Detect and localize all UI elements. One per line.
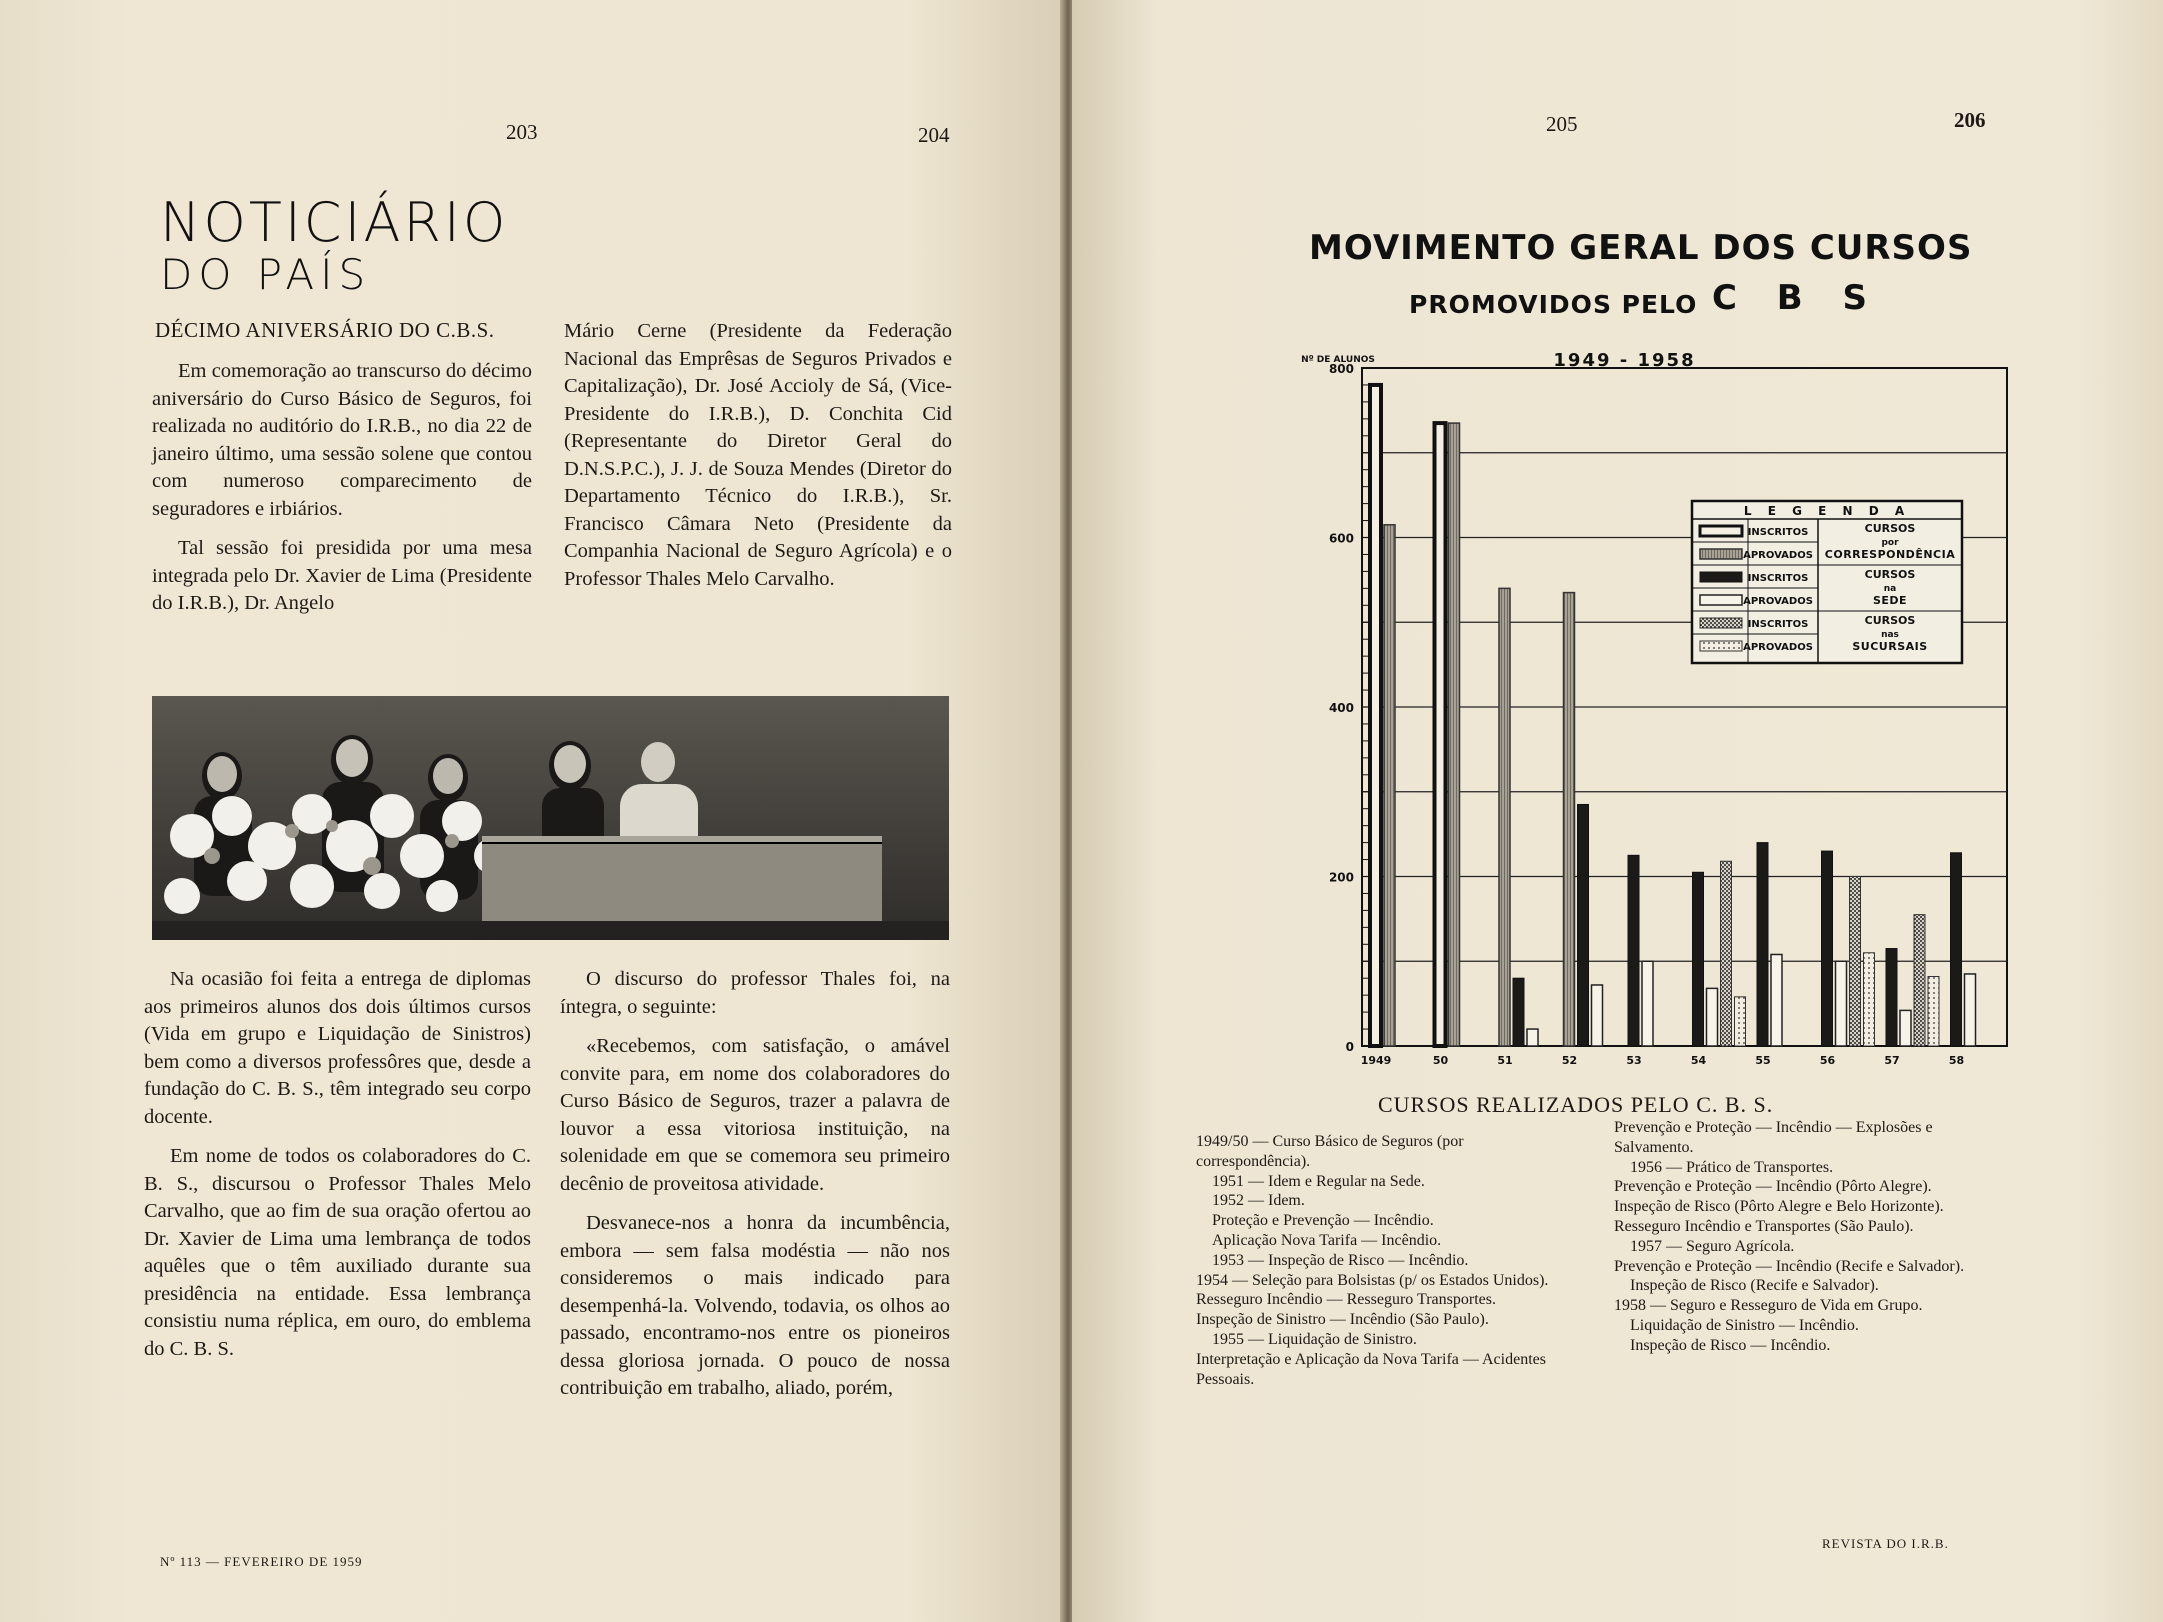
course-entry: Inspeção de Risco — Incêndio. bbox=[1630, 1336, 1831, 1354]
course-entry: 1953 — Inspeção de Risco — Incêndio. bbox=[1212, 1251, 1469, 1269]
chart-title-line-1: MOVIMENTO GERAL DOS CURSOS bbox=[1309, 228, 1973, 268]
course-entry: Inspeção de Sinistro — Incêndio (São Paulo). bbox=[1196, 1311, 1489, 1329]
course-entry: Resseguro Incêndio — Resseguro Transportes. bbox=[1196, 1291, 1496, 1309]
chart-subtitle: 1949 - 1958 bbox=[1553, 350, 1696, 371]
course-entry: 1954 — Seleção para Bolsistas (p/ os Estados Unidos). bbox=[1196, 1271, 1549, 1289]
y-tick-label: 200 bbox=[1328, 870, 1354, 885]
course-entry: 1951 — Idem e Regular na Sede. bbox=[1212, 1172, 1425, 1190]
legend-row-label: INSCRITOS bbox=[1747, 527, 1809, 538]
course-entry: Prevenção e Proteção — Incêndio (Recife e Salvador). bbox=[1614, 1257, 1965, 1275]
column-1-bottom bbox=[144, 966, 531, 1375]
bar-grey bbox=[1384, 525, 1395, 1046]
bar-black bbox=[1822, 851, 1833, 1046]
page-footer-right: REVISTA DO I.R.B. bbox=[1822, 1536, 1949, 1551]
paragraph: O discurso do professor Thales foi, na íntegra, o seguinte: bbox=[560, 968, 950, 1018]
course-entry: Prevenção e Proteção — Incêndio — Explosões e Salvamento. bbox=[1614, 1119, 1933, 1156]
heading-line-2: DO PAÍS bbox=[160, 250, 372, 299]
course-entry: Inspeção de Risco (Recife e Salvador). bbox=[1630, 1277, 1879, 1295]
bar-black bbox=[1757, 843, 1768, 1046]
legend-group-label: CURSOS bbox=[1864, 522, 1916, 535]
legend-group-label: por bbox=[1881, 538, 1899, 548]
legend-group-label: CORRESPONDÊNCIA bbox=[1824, 548, 1956, 561]
course-entry: 1952 — Idem. bbox=[1212, 1192, 1305, 1210]
legend-group-label: CURSOS bbox=[1864, 568, 1916, 581]
courses-list-left bbox=[1196, 1132, 1558, 1389]
legend-group-label: nas bbox=[1881, 630, 1899, 640]
course-entry: 1958 — Seguro e Resseguro de Vida em Grupo. bbox=[1614, 1297, 1923, 1315]
paragraph: «Recebemos, com satisfação, o amável convite para, em nome dos colaboradores do Curso Básico de Seguros, trazer a palavra de louvor a essa vitoriosa instituição, na solenidade em que se comemora seu primeiro decênio de proveitosa atividade. bbox=[560, 1035, 950, 1195]
bar-dotted-dark bbox=[1721, 861, 1732, 1046]
legend-swatch bbox=[1700, 595, 1742, 605]
x-tick-label: 56 bbox=[1819, 1054, 1836, 1066]
y-tick-label: 600 bbox=[1328, 531, 1354, 546]
paragraph: Tal sessão foi presidida por uma mesa integrada pelo Dr. Xavier de Lima (Presidente do I.R.B.), Dr. Angelo bbox=[152, 537, 532, 614]
course-entry: Aplicação Nova Tarifa — Incêndio. bbox=[1212, 1231, 1442, 1249]
legend-row-label: APROVADOS bbox=[1743, 550, 1813, 561]
legend-title: L E G E N D A bbox=[1743, 504, 1911, 518]
page-footer: Nº 113 — FEVEREIRO DE 1959 bbox=[160, 1554, 363, 1569]
course-entry: Prevenção e Proteção — Incêndio (Pôrto Alegre). bbox=[1614, 1178, 1932, 1196]
legend-swatch bbox=[1700, 526, 1742, 536]
y-tick-label: 400 bbox=[1328, 701, 1354, 715]
bar-white bbox=[1592, 985, 1603, 1046]
course-entry: 1957 — Seguro Agrícola. bbox=[1630, 1237, 1795, 1255]
legend-group-label: CURSOS bbox=[1864, 614, 1916, 627]
bar-black bbox=[1951, 853, 1962, 1046]
bar-white bbox=[1965, 974, 1976, 1046]
x-tick-label: 51 bbox=[1497, 1054, 1513, 1066]
column-1-top bbox=[152, 358, 532, 630]
paragraph: Desvanece-nos a honra da incumbência, embora — sem falsa modéstia — não nos consideremos o mais indicado para desempenhá-la. Volvendo, todavia, os olhos ao passado, encontramo-nos entre os pioneiros dessa gloriosa jornada. O pouco de nossa contribuição em trabalho, aliado, porém, bbox=[560, 1212, 950, 1399]
bar-black bbox=[1886, 949, 1897, 1046]
bar-black bbox=[1693, 872, 1704, 1046]
x-tick-label: 52 bbox=[1561, 1054, 1578, 1066]
left-page bbox=[0, 0, 1065, 1622]
bar-grey bbox=[1499, 588, 1510, 1046]
paragraph: Em nome de todos os colaboradores do C. B. S., discursou o Professor Thales Melo Carvalho, que ao fim de sua oração ofertou ao Dr. Xavier de Lima uma lembrança de todos aquêles que o têm auxiliado durante sua presidência na entidade. Essa lembrança consistiu numa réplica, em ouro, do emblema do C. B. S. bbox=[144, 1145, 531, 1360]
course-entry: Interpretação e Aplicação da Nova Tarifa — Acidentes Pessoais. bbox=[1196, 1350, 1546, 1388]
page-number-206: 206 bbox=[1954, 108, 1986, 132]
x-tick-label: 53 bbox=[1626, 1054, 1642, 1066]
x-tick-label: 1949 bbox=[1360, 1054, 1392, 1066]
bar-white bbox=[1836, 961, 1847, 1046]
bar-white bbox=[1707, 988, 1718, 1046]
right-page bbox=[1072, 0, 2163, 1622]
page-number-204: 204 bbox=[918, 123, 950, 147]
column-2-top bbox=[564, 318, 952, 593]
chart-title-line-2b: C B S bbox=[1712, 278, 1882, 318]
column-2-bottom bbox=[560, 966, 950, 1415]
course-entry: Proteção e Prevenção — Incêndio. bbox=[1212, 1212, 1434, 1230]
x-tick-label: 57 bbox=[1884, 1054, 1900, 1066]
legend-group-label: SUCURSAIS bbox=[1852, 640, 1928, 653]
enrollment-bar-chart bbox=[1222, 346, 2022, 1066]
course-entry: 1949/50 — Curso Básico de Seguros (por correspondência). bbox=[1196, 1133, 1464, 1170]
y-tick-label: 0 bbox=[1345, 1040, 1354, 1054]
legend-row-label: INSCRITOS bbox=[1747, 573, 1809, 584]
bar-dotted-light bbox=[1735, 997, 1746, 1046]
bar-black bbox=[1578, 804, 1589, 1046]
bar-outline-thick bbox=[1435, 423, 1446, 1046]
course-entry: 1956 — Prático de Transportes. bbox=[1630, 1158, 1834, 1176]
legend-swatch bbox=[1700, 641, 1742, 651]
page-number-203: 203 bbox=[506, 120, 538, 144]
legend-swatch bbox=[1700, 572, 1742, 582]
course-entry: 1955 — Liquidação de Sinistro. bbox=[1212, 1330, 1417, 1348]
legend-group-label: na bbox=[1883, 584, 1897, 594]
course-entry: Inspeção de Risco (Pôrto Alegre e Belo Horizonte). bbox=[1614, 1198, 1944, 1216]
bar-dotted-light bbox=[1928, 977, 1939, 1046]
heading-line-1: NOTICIÁRIO bbox=[160, 191, 509, 254]
chart-title-line-2a: PROMOVIDOS PELO bbox=[1409, 290, 1698, 319]
y-axis-label: Nº DE ALUNOS bbox=[1301, 355, 1375, 365]
course-entry: Resseguro Incêndio e Transportes (São Paulo). bbox=[1614, 1217, 1914, 1235]
legend-swatch bbox=[1700, 618, 1742, 628]
bar-black bbox=[1628, 855, 1639, 1046]
legend-group-label: SEDE bbox=[1872, 594, 1908, 607]
legend-row-label: INSCRITOS bbox=[1747, 619, 1809, 630]
paragraph: Na ocasião foi feita a entrega de diplomas aos primeiros alunos dos dois últimos cursos (Vida em grupo e Liquidação de Sinistros) bem como a diversos professôres que, desde a fundação do C. B. S., têm integrado seu corpo docente. bbox=[144, 968, 531, 1128]
course-entry: Liquidação de Sinistro — Incêndio. bbox=[1630, 1316, 1859, 1334]
x-tick-label: 54 bbox=[1690, 1054, 1707, 1066]
y-tick-label: 800 bbox=[1328, 362, 1354, 376]
bar-white bbox=[1771, 954, 1782, 1046]
paragraph: Em comemoração ao transcurso do décimo aniversário do Curso Básico de Seguros, foi realizada no auditório do I.R.B., no dia 22 de janeiro último, uma sessão solene que contou com numeroso comparecimento de seguradores e irbiários. bbox=[152, 360, 532, 520]
bar-white bbox=[1642, 961, 1653, 1046]
legend-row-label: APROVADOS bbox=[1743, 596, 1813, 607]
article-subheading: DÉCIMO ANIVERSÁRIO DO C.B.S. bbox=[155, 318, 495, 342]
legend-row-label: APROVADOS bbox=[1743, 642, 1813, 653]
bar-white bbox=[1900, 1010, 1911, 1046]
x-tick-label: 50 bbox=[1432, 1054, 1449, 1066]
section-heading bbox=[160, 191, 509, 299]
bar-white bbox=[1527, 1029, 1538, 1046]
bar-dotted-dark bbox=[1850, 877, 1861, 1047]
bar-black bbox=[1513, 978, 1524, 1046]
bar-grey bbox=[1449, 423, 1460, 1046]
paragraph: Mário Cerne (Presidente da Federação Nacional das Emprêsas de Seguros Privados e Capitalização), Dr. José Accioly de Sá, (Vice-Presidente do I.R.B.), D. Conchita Cid (Representante do Diretor Geral do D.N.S.P.C.), J. J. de Souza Mendes (Diretor do Departamento Técnico do I.R.B.), Sr. Francisco Câmara Neto (Presidente da Companhia Nacional de Seguro Agrícola) e o Professor Thales Melo Carvalho. bbox=[564, 320, 952, 590]
x-tick-label: 55 bbox=[1755, 1054, 1771, 1066]
bar-dotted-light bbox=[1864, 953, 1875, 1046]
courses-section-title: CURSOS REALIZADOS PELO C. B. S. bbox=[1378, 1092, 1774, 1117]
bar-outline-thick bbox=[1370, 385, 1381, 1046]
bar-grey bbox=[1564, 593, 1575, 1046]
ceremony-photo bbox=[152, 696, 949, 940]
bar-dotted-dark bbox=[1914, 915, 1925, 1046]
page-number-205: 205 bbox=[1546, 112, 1578, 136]
ceremony-photo-image bbox=[152, 696, 949, 940]
courses-list-right bbox=[1614, 1118, 1976, 1356]
legend-swatch bbox=[1700, 549, 1742, 559]
x-tick-label: 58 bbox=[1948, 1054, 1965, 1066]
